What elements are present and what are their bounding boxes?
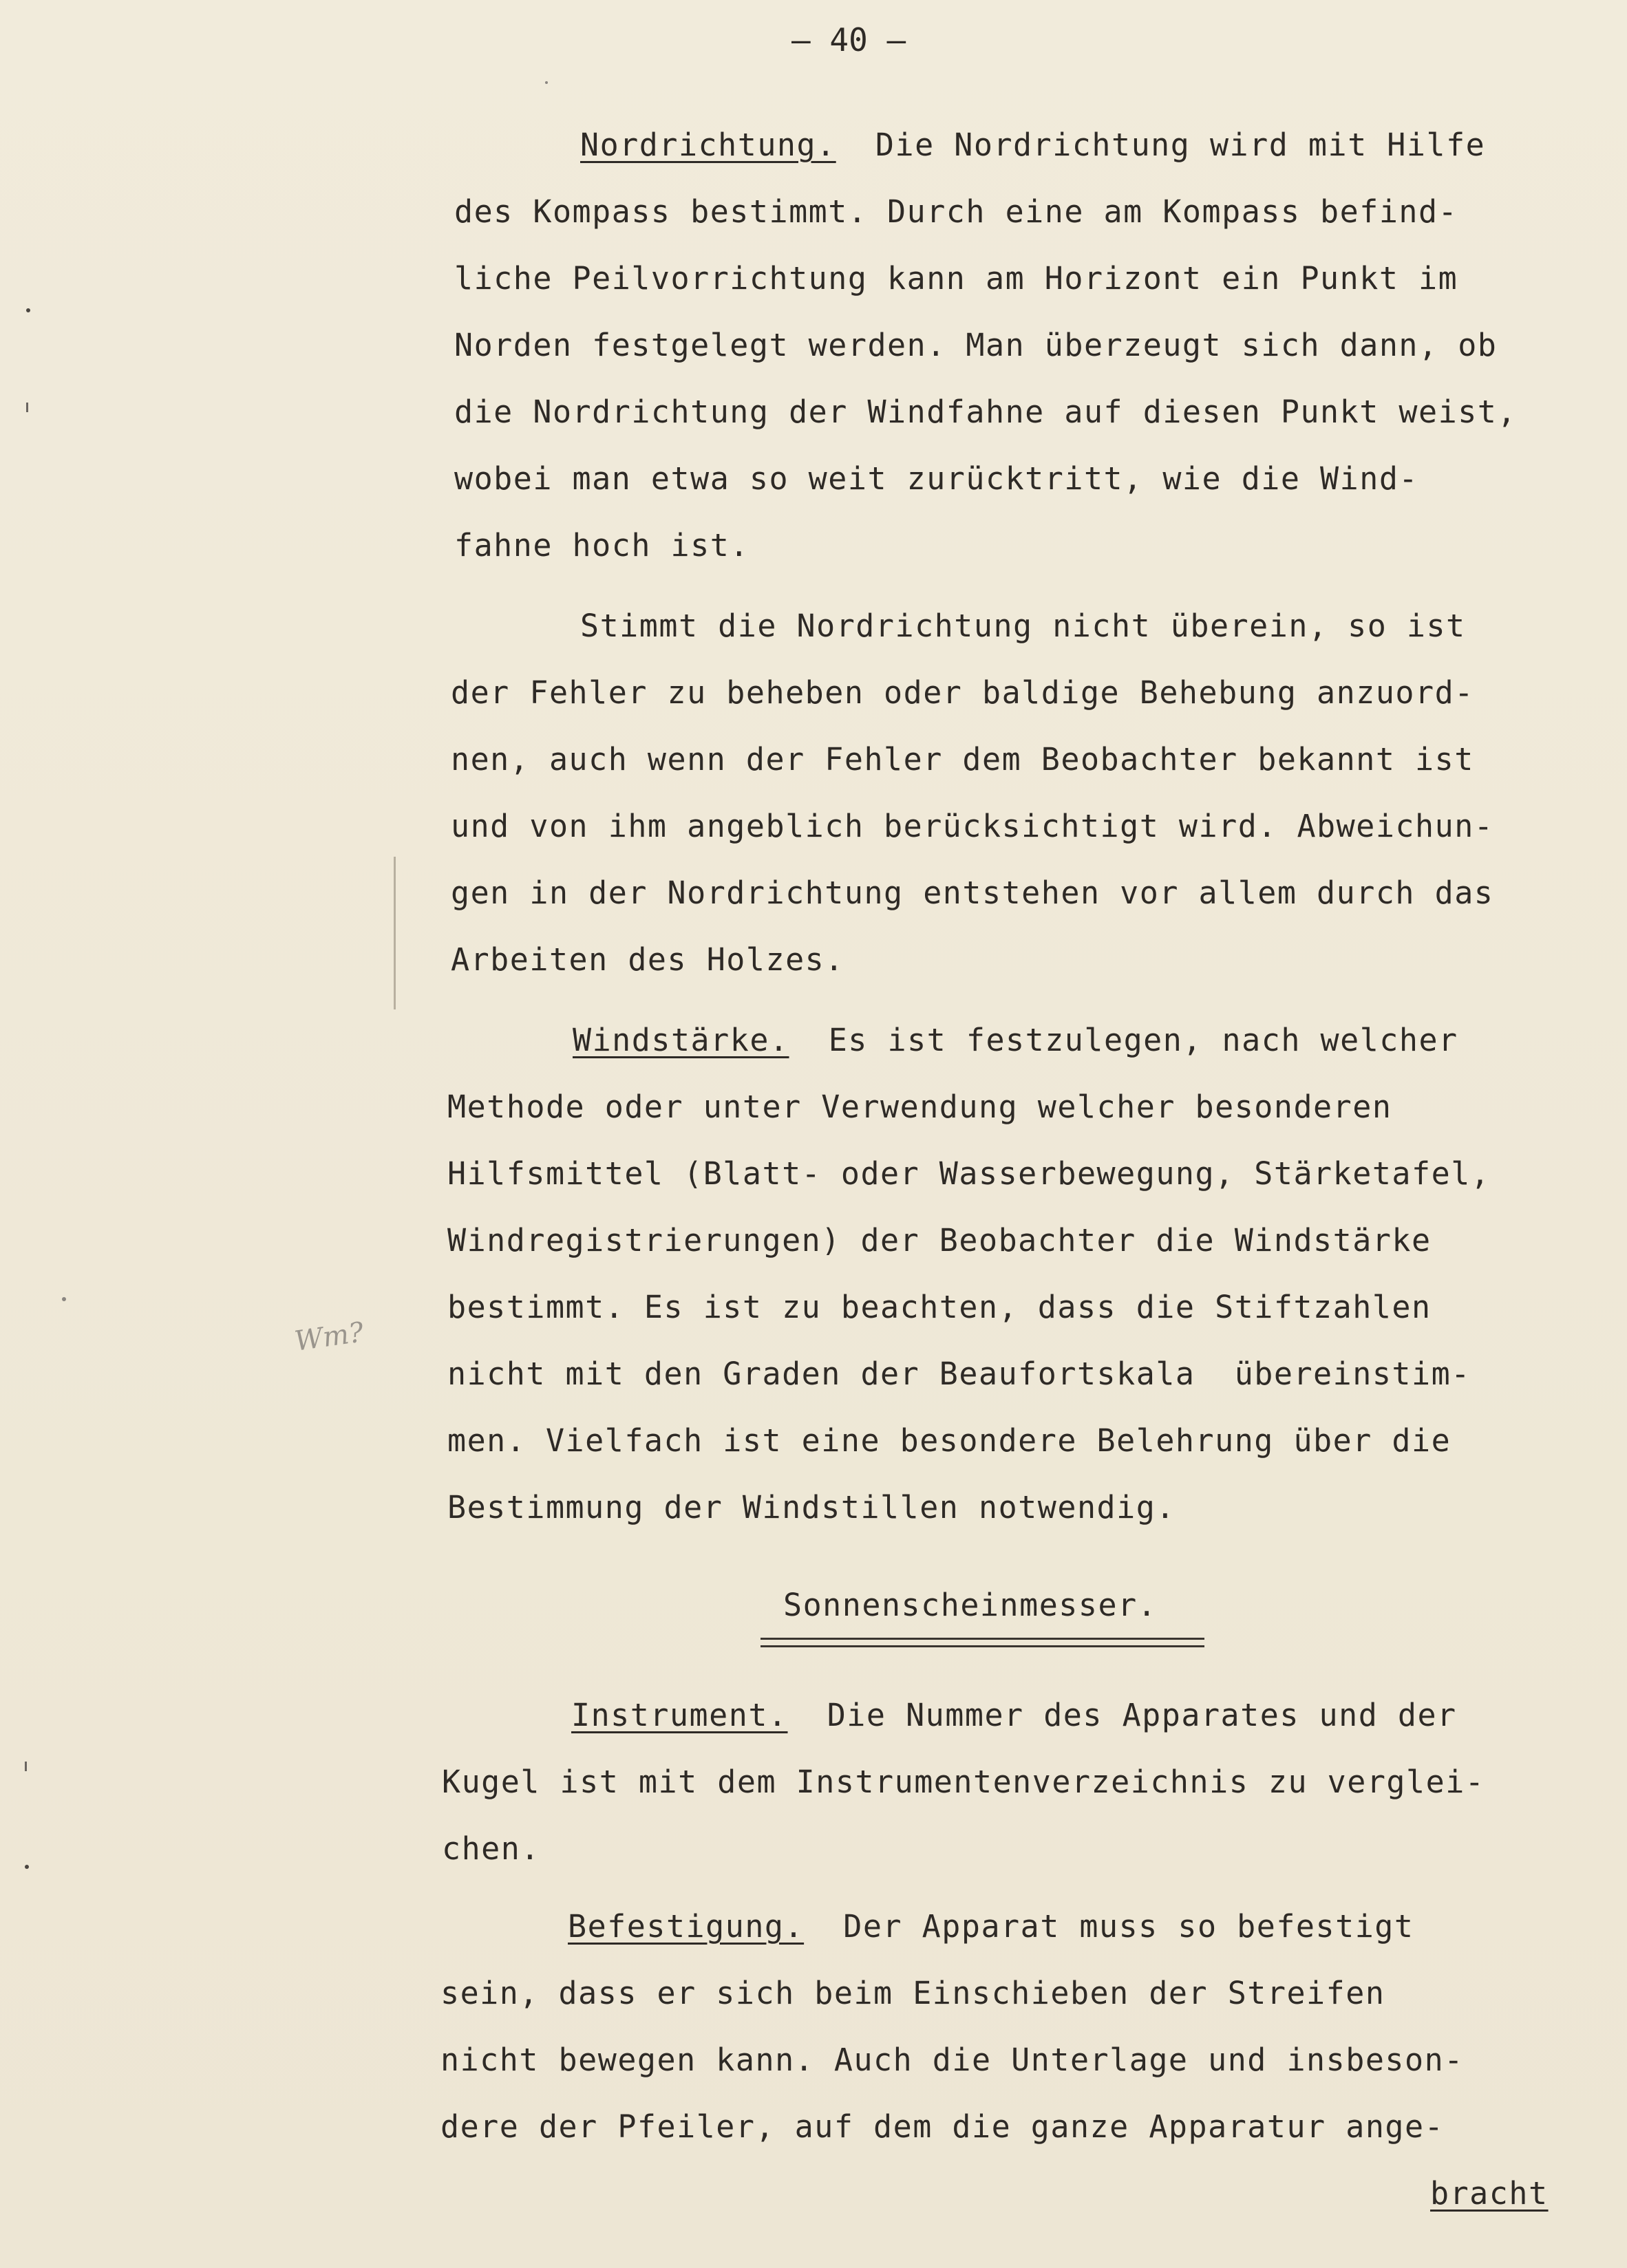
text-line: Norden festgelegt werden. Man überzeugt sich dann, ob [454,327,1498,363]
text-line: liche Peilvorrichtung kann am Horizont ein Punkt im [454,260,1458,297]
margin-dot [545,81,548,84]
text-line: die Nordrichtung der Windfahne auf diesen Punkt weist, [454,394,1517,430]
heading-befestigung: Befestigung. [568,1908,805,1945]
text-line: Kugel ist mit dem Instrumentenverzeichnis zu verglei- [442,1764,1485,1800]
text-line: nen, auch wenn der Fehler dem Beobachter bekannt ist [451,741,1474,778]
heading-windstaerke: Windstärke. [573,1022,789,1058]
text-line: Hilfsmittel (Blatt- oder Wasserbewegung, Stärketafel, [447,1155,1491,1192]
page-number: – 40 – [791,21,906,58]
text-line: dere der Pfeiler, auf dem die ganze Apparatur ange- [440,2108,1445,2145]
margin-dot [25,1865,29,1869]
text-line: chen. [442,1830,540,1867]
paragraph-nordrichtung-first-line [580,126,1485,164]
text-line: der Fehler zu beheben oder baldige Behebung anzuord- [451,674,1474,711]
text-span: Die Nordrichtung wird mit Hilfe [836,127,1486,163]
text-line: Arbeiten des Holzes. [451,941,844,978]
text-span: Die Nummer des Apparates und der [787,1697,1457,1733]
margin-tick [25,1762,27,1771]
text-line: nicht mit den Graden der Beaufortskala übereinstim- [447,1356,1471,1392]
heading-nordrichtung: Nordrichtung. [580,127,836,163]
text-line: nicht bewegen kann. Auch die Unterlage und insbeson- [440,2042,1464,2078]
paragraph-stimmt-first-line: Stimmt die Nordrichtung nicht überein, so ist [580,608,1466,644]
margin-line [394,857,396,1009]
text-line: wobei man etwa so weit zurücktritt, wie die Wind- [454,460,1419,497]
margin-dot [62,1297,66,1301]
text-line: fahne hoch ist. [454,527,749,564]
margin-dot [26,308,30,312]
text-line: Bestimmung der Windstillen notwendig. [447,1489,1176,1526]
text-line: gen in der Nordrichtung entstehen vor allem durch das [451,875,1494,911]
text-line: und von ihm angeblich berücksichtigt wird. Abweichun- [451,808,1494,844]
paragraph-instrument-first-line [571,1696,1457,1735]
paragraph-windstaerke-first-line [573,1021,1458,1060]
section-heading: Sonnenscheinmesser. [783,1587,1158,1623]
margin-tick [26,403,28,412]
text-span: Der Apparat muss so befestigt [804,1908,1414,1945]
heading-instrument: Instrument. [571,1697,788,1733]
text-line: sein, dass er sich beim Einschieben der Streifen [440,1975,1385,2011]
text-line: Windregistrierungen) der Beobachter die Windstärke [447,1222,1432,1259]
text-line: bestimmt. Es ist zu beachten, dass die Stiftzahlen [447,1289,1432,1325]
catchword: bracht [1430,2175,1549,2212]
text-line: men. Vielfach ist eine besondere Belehrung über die [447,1422,1451,1459]
text-line: des Kompass bestimmt. Durch eine am Kompass befind- [454,193,1458,230]
paragraph-befestigung-first-line [568,1907,1414,1946]
text-line: Methode oder unter Verwendung welcher besonderen [447,1089,1392,1125]
double-underline [761,1638,1204,1647]
text-span: Es ist festzulegen, nach welcher [789,1022,1458,1058]
pencil-margin-note: Wm? [293,1316,366,1358]
